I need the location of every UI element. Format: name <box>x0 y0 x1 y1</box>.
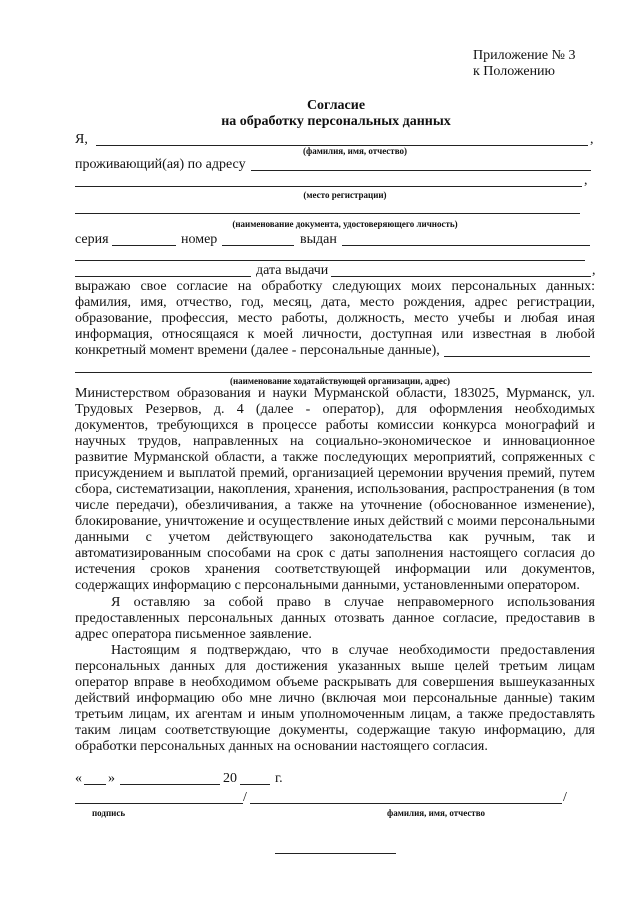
document-line[interactable] <box>75 213 580 214</box>
issued-line-3[interactable] <box>75 276 251 277</box>
para3-line: оператор вправе в необходимом объеме раскрывать для совершения вышеуказанных <box>75 675 595 690</box>
body-line: Министерством образования и науки Мурманской области, 183025, Мурманск, ул. <box>75 386 595 401</box>
consent-line: образование, профессия, место работы, должность, место учебы и любая иная <box>75 311 595 326</box>
issued-label: выдан <box>300 232 337 247</box>
signature-hint: подпись <box>92 808 126 818</box>
para3-line: таким лицам соответствующие документы, содержащие такую информацию, для <box>75 723 595 738</box>
name-line[interactable] <box>250 803 562 804</box>
series-line[interactable] <box>112 245 176 246</box>
appendix-number: Приложение № 3 <box>473 48 576 63</box>
para2-line: адрес оператора письменное заявление. <box>75 627 312 642</box>
signature-line[interactable] <box>75 803 243 804</box>
address-line[interactable] <box>251 170 591 171</box>
body-line: истечения сроков хранения соответствующей информации или документов, <box>75 562 595 577</box>
consent-line: выражаю свое согласие на обработку следующих моих персональных данных: <box>75 279 595 294</box>
date-close-quote: » <box>108 771 115 786</box>
consent-line: конкретный момент времени (далее - персональные данные), <box>75 343 440 358</box>
body-line: документов, требующихся в процессе работы комиссии конкурса монографий и <box>75 418 595 433</box>
appendix-reference: к Положению <box>473 64 556 79</box>
issued-line[interactable] <box>342 245 590 246</box>
signature-slash-2: / <box>563 790 567 805</box>
body-line: Трудовых Резервов, д. 4 (далее - оператор), для оформления необходимых <box>75 402 595 417</box>
registration-hint: (место регистрации) <box>303 190 387 200</box>
consent-line: информация, относящаяся к моей личности, доступная или известная в любой <box>75 327 595 342</box>
body-line: блокирование, уничтожение и осуществление иных действий с моими персональными <box>75 514 595 529</box>
number-line[interactable] <box>222 245 294 246</box>
document-subtitle: на обработку персональных данных <box>221 114 451 129</box>
number-label: номер <box>181 232 218 247</box>
body-line: содержащих информацию с персональными данными, установленными оператором. <box>75 578 580 593</box>
operator-paragraph <box>75 386 595 594</box>
address-label: проживающий(ая) по адресу <box>75 157 246 172</box>
date-open-quote: « <box>75 771 82 786</box>
body-line: сбора, систематизации, накопления, хранения, использования, распространения (в том <box>75 482 595 497</box>
para2-line: Я оставляю за собой право в случае неправомерного использования <box>111 595 595 610</box>
issue-date-label: дата выдачи <box>256 263 329 278</box>
consent-paragraph <box>75 279 595 359</box>
label-ya: Я, <box>75 132 88 147</box>
body-line: данными с учетом действующего законодательства как ручным, так и <box>75 530 595 545</box>
year-prefix: 20 <box>223 771 237 786</box>
comma-mark-3: , <box>592 263 596 278</box>
issued-line-2[interactable] <box>75 260 585 261</box>
body-line: автоматизированным способами на срок с даты заполнения настоящего согласия до <box>75 546 595 561</box>
para2-line: предоставленных персональных данных отозвать данное согласие, предоставив в <box>75 611 595 626</box>
year-suffix: г. <box>275 771 283 786</box>
para3-line: третьим лицам, их агентам и иным уполномоченным лицам, а также предоставлять <box>75 707 595 722</box>
para3-line: действий информацию обо мне лично (включая мои персональные данные) таким <box>75 691 595 706</box>
name-hint: фамилия, имя, отчество <box>387 808 486 818</box>
body-line: числе передачи), обезличивания, а также на уточнение (обоснованное изменение), <box>75 498 595 513</box>
organization-line[interactable] <box>75 372 592 373</box>
document-hint: (наименование документа, удостоверяющего личность) <box>232 219 458 229</box>
fio-hint: (фамилия, имя, отчество) <box>302 146 408 156</box>
organization-hint: (наименование ходатайствующей организации, адрес) <box>229 376 451 386</box>
year-line[interactable] <box>240 784 270 785</box>
document-title: Согласие <box>306 98 366 113</box>
series-label: серия <box>75 232 109 247</box>
consent-line: фамилия, имя, отчество, год, месяц, дата, место рождения, адрес регистрации, <box>75 295 595 310</box>
body-line: развитие Мурманской области, а также последующих мероприятий, сопряженных с <box>75 450 595 465</box>
revocation-paragraph <box>75 595 595 643</box>
bottom-separator <box>275 853 396 854</box>
comma-mark: , <box>590 132 594 147</box>
issue-date-line[interactable] <box>331 276 591 277</box>
signature-slash: / <box>243 790 247 805</box>
consent-blank-line[interactable] <box>444 356 590 357</box>
body-line: научных трудов, направленных на социально-экономическое и инновационное <box>75 434 595 449</box>
body-line: присуждением и выплатой премий, организацией церемонии вручения премий, путем <box>75 466 595 481</box>
month-line[interactable] <box>120 784 220 785</box>
address-line-2[interactable] <box>75 186 582 187</box>
third-parties-paragraph <box>75 643 595 755</box>
para3-line: Настоящим я подтверждаю, что в случае необходимости предоставления <box>111 643 595 658</box>
comma-mark-2: , <box>584 173 588 188</box>
para3-line: обработки персональных данных на основании настоящего согласия. <box>75 739 488 754</box>
para3-line: персональных данных для достижения указанных выше целей третьим лицам <box>75 659 595 674</box>
day-line[interactable] <box>84 784 106 785</box>
